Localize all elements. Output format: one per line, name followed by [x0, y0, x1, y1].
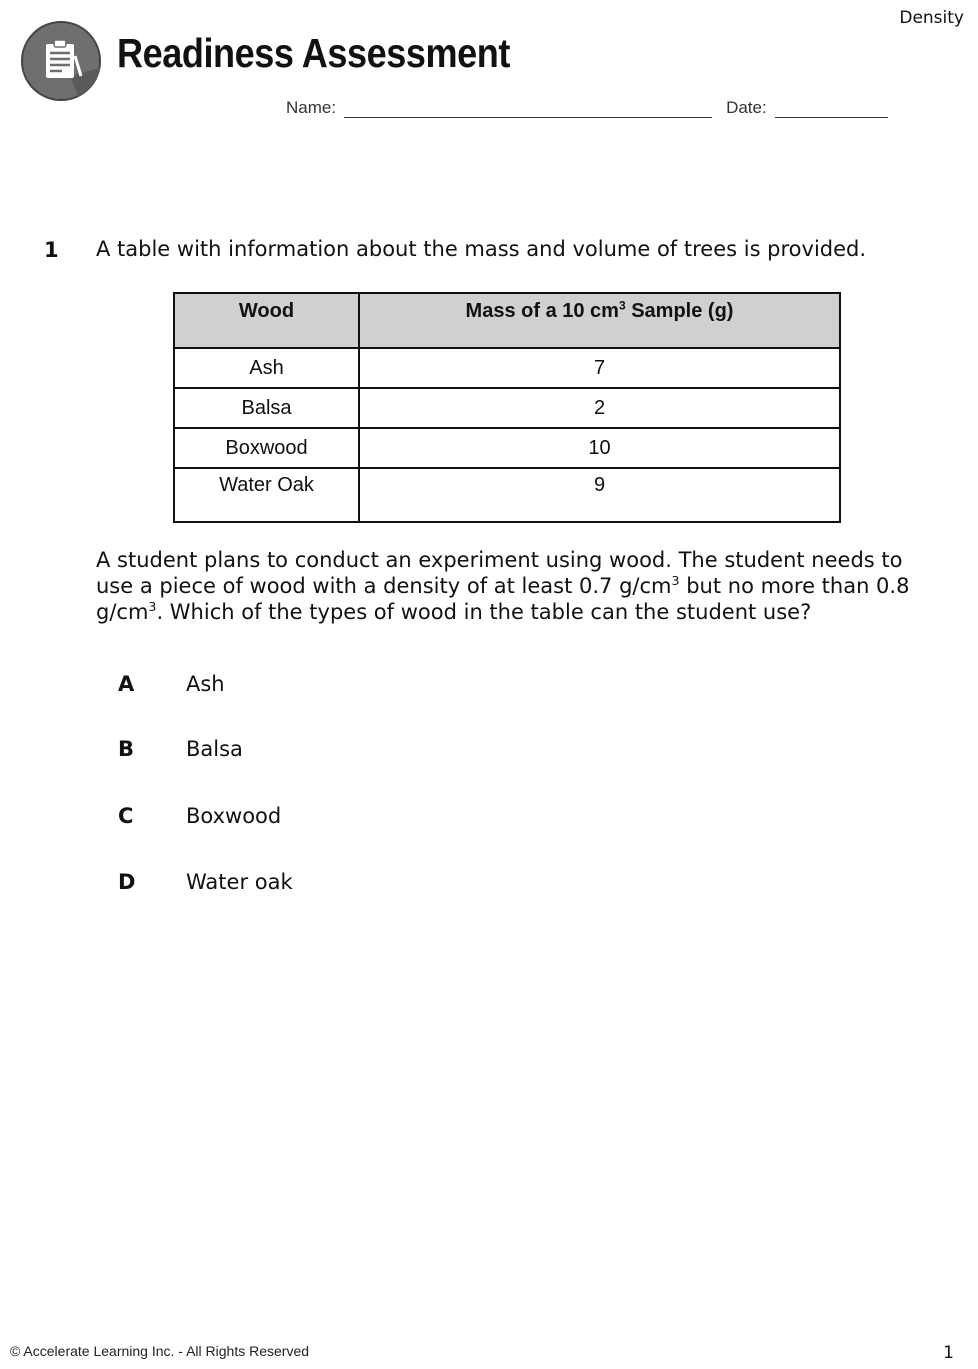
choice-text: Balsa: [186, 737, 243, 761]
header-mass-sup: 3: [618, 298, 626, 313]
choice-c[interactable]: [118, 804, 281, 828]
table-row: [174, 388, 840, 428]
date-field[interactable]: [775, 99, 888, 118]
header-wood: Wood: [174, 293, 359, 348]
question-number: 1: [44, 238, 59, 262]
wood-cell: Boxwood: [174, 428, 359, 468]
date-label: Date:: [726, 98, 767, 117]
header-mass-unit: Sample (g): [625, 300, 734, 322]
passage-part-3: . Which of the types of wood in the table can the student use?: [156, 600, 812, 624]
wood-table: [173, 292, 841, 523]
table-row: [174, 348, 840, 388]
choice-letter: D: [118, 870, 136, 894]
choice-a[interactable]: [118, 672, 225, 696]
name-label: Name:: [286, 98, 337, 117]
page-number: 1: [943, 1343, 954, 1363]
choice-b[interactable]: [118, 737, 243, 761]
name-field[interactable]: [344, 99, 712, 118]
passage-part-2: but no more than 0.8 g/cm: [96, 574, 910, 624]
header-mass-text: Mass of a 10 cm: [465, 300, 619, 322]
mass-cell: 9: [359, 468, 840, 522]
table-row: [174, 428, 840, 468]
passage-sup-2: 3: [148, 599, 157, 614]
passage-sup-1: 3: [671, 573, 680, 588]
choice-letter: A: [118, 672, 135, 696]
choice-letter: C: [118, 804, 134, 828]
choice-letter: B: [118, 737, 135, 761]
table-row: [174, 468, 840, 522]
mass-cell: 2: [359, 388, 840, 428]
wood-cell: Ash: [174, 348, 359, 388]
question-passage: [96, 547, 946, 625]
question-stem: A table with information about the mass and volume of trees is provided.: [96, 237, 867, 261]
page-title: Readiness Assessment: [117, 30, 510, 76]
choice-text: Ash: [186, 672, 225, 696]
passage-part-1: A student plans to conduct an experiment using wood. The student needs to use a piece of wood with a density of at least 0.7 g/cm: [96, 548, 903, 598]
choice-text: Water oak: [186, 870, 293, 894]
name-date-row: [286, 98, 888, 118]
subject-label: Density: [899, 8, 964, 28]
clipboard-icon: [20, 20, 102, 102]
header-mass: [359, 293, 840, 348]
mass-cell: 10: [359, 428, 840, 468]
copyright-footer: © Accelerate Learning Inc. - All Rights Reserved: [10, 1343, 310, 1359]
choice-d[interactable]: [118, 870, 293, 894]
table-header-row: [174, 293, 840, 348]
wood-cell: Balsa: [174, 388, 359, 428]
wood-cell: Water Oak: [174, 468, 359, 522]
choice-text: Boxwood: [186, 804, 282, 828]
mass-cell: 7: [359, 348, 840, 388]
